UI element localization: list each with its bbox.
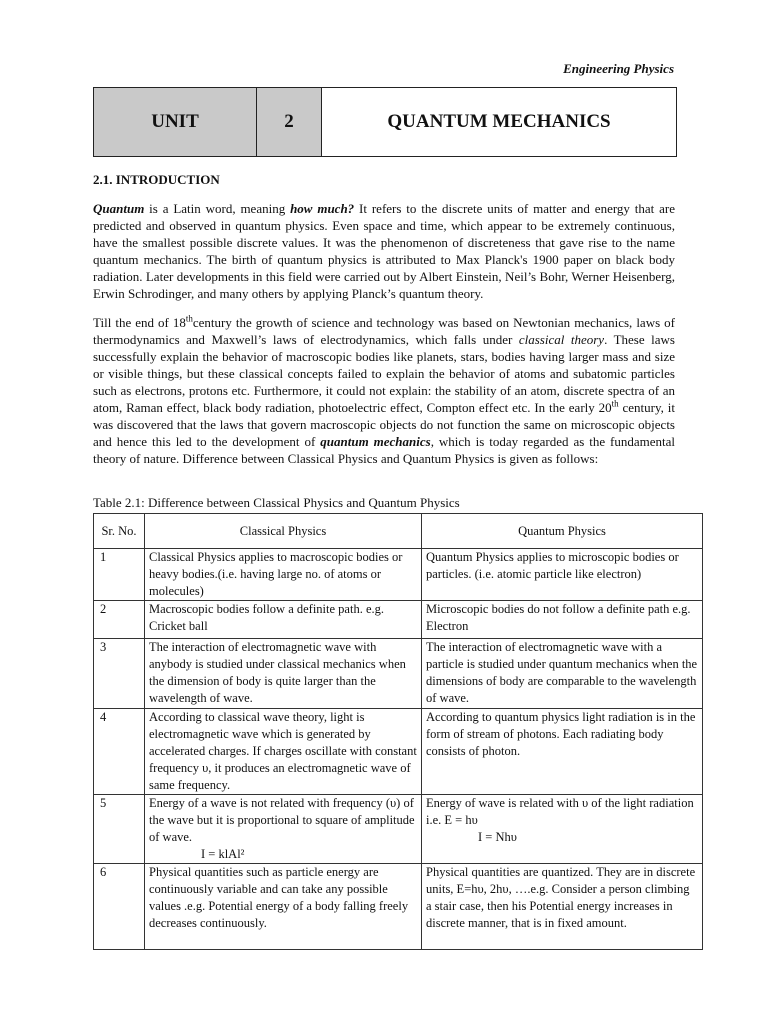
table-row — [94, 639, 703, 709]
superscript: th — [611, 398, 619, 409]
table-header-row — [94, 514, 703, 549]
cell-classical: Macroscopic bodies follow a definite path. e.g. Cricket ball — [145, 601, 422, 639]
term-quantum-mechanics: quantum mechanics — [320, 434, 431, 449]
table-row — [94, 864, 703, 950]
cell-classical: The interaction of electromagnetic wave with anybody is studied under classical mechanics when the dimension of body is quite larger than the wavelength of wave. — [145, 639, 422, 709]
table-caption: Table 2.1: Difference between Classical Physics and Quantum Physics — [93, 495, 460, 510]
paragraph-text: century, it was discovered that the laws that govern macroscopic objects do not function the same on microscopic objects and hence this led to the development of — [93, 400, 675, 449]
formula-photon-intensity: I = Nhυ — [478, 830, 517, 844]
paragraph-text: century the growth of science and technology was based on Newtonian mechanics, laws of thermodynamics and Maxwell’s laws of electrodynamics, which falls under — [93, 315, 675, 347]
running-header-title: Engineering Physics — [563, 61, 674, 76]
unit-label: UNIT — [94, 88, 257, 156]
unit-title-box — [93, 87, 677, 157]
term-quantum: Quantum — [93, 201, 145, 216]
intro-paragraph-2 — [93, 314, 675, 467]
comparison-table — [93, 513, 703, 950]
section-heading: 2.1. INTRODUCTION — [93, 172, 220, 187]
cell-sr: 5 — [94, 795, 145, 864]
header-sr-no: Sr. No. — [94, 514, 145, 549]
paragraph-text: It refers to the discrete units of matter and energy that are predicted and observed in quantum physics. Even space and time, which appear to be extremely continuous, have the smallest possible discrete values. It was the phenomenon of discreteness that gave rise to the name quantum mechanics. The birth of quantum physics is attributed to Max Planck's 1900 paper on black body radiation. Later developments in this field were carried out by Albert Einstein, Neil’s Bohr, Werner Heisenberg, Erwin Schrodinger, and many others by applying Planck’s quantum theory. — [93, 201, 676, 301]
table-row — [94, 601, 703, 639]
formula-intensity: I = klAl² — [201, 847, 245, 861]
cell-classical: Physical quantities such as particle energy are continuously variable and can take any possible values .e.g. Potential energy of a body falling freely decreases continuously. — [145, 864, 422, 950]
cell-sr: 2 — [94, 601, 145, 639]
cell-classical — [145, 795, 422, 864]
table-row — [94, 549, 703, 601]
cell-classical: Classical Physics applies to macroscopic bodies or heavy bodies.(i.e. having large no. of atoms or molecules) — [145, 549, 422, 601]
cell-classical-text: Energy of a wave is not related with frequency (υ) of the wave but it is proportional to square of amplitude of wave. — [149, 796, 415, 844]
unit-title: QUANTUM MECHANICS — [322, 88, 676, 156]
cell-quantum: Quantum Physics applies to microscopic bodies or particles. (i.e. atomic particle like electron) — [422, 549, 703, 601]
term-classical-theory: classical theory — [518, 332, 605, 347]
cell-quantum: Physical quantities are quantized. They are in discrete units, E=hυ, 2hυ, ….e.g. Consider a person climbing a stair case, then his Potential energy increases in discrete manner, that is in fixed amount. — [422, 864, 703, 950]
cell-classical: According to classical wave theory, light is electromagnetic wave which is generated by accelerated charges. If charges oscillate with constant frequency υ, it produces an electromagnetic wave of same frequency. — [145, 709, 422, 795]
table-row — [94, 709, 703, 795]
cell-sr: 4 — [94, 709, 145, 795]
cell-quantum: According to quantum physics light radiation is in the form of stream of photons. Each radiating body consists of photon. — [422, 709, 703, 795]
cell-quantum-text: Energy of wave is related with υ of the light radiation i.e. E = hυ — [426, 796, 694, 827]
superscript: th — [185, 313, 193, 324]
paragraph-text: is a Latin word, meaning — [144, 201, 291, 216]
unit-number: 2 — [257, 88, 322, 156]
cell-sr: 1 — [94, 549, 145, 601]
paragraph-text: . These laws successfully explain the behavior of macroscopic bodies like planets, stars, bodies having larger mass and size or visible things, but these classical concepts failed to explain the behavior of atoms and subatomic particles such as electrons, protons etc. Furthermore, it could not explain: the stability of an atom, discrete spectra of an atom, Raman effect, black body radiation, photoelectric effect, Compton effect etc. In the early 20 — [93, 332, 675, 415]
cell-sr: 6 — [94, 864, 145, 950]
term-how-much: how much? — [290, 201, 355, 216]
cell-quantum: Microscopic bodies do not follow a definite path e.g. Electron — [422, 601, 703, 639]
paragraph-text: Till the end of 18 — [93, 315, 186, 330]
table-row — [94, 795, 703, 864]
header-classical: Classical Physics — [145, 514, 422, 549]
header-quantum: Quantum Physics — [422, 514, 703, 549]
intro-paragraph-1 — [93, 200, 675, 302]
cell-quantum: The interaction of electromagnetic wave with a particle is studied under quantum mechanics when the dimensions of body are comparable to the wavelength of wave. — [422, 639, 703, 709]
cell-sr: 3 — [94, 639, 145, 709]
cell-quantum — [422, 795, 703, 864]
paragraph-text: , which is today regarded as the fundamental theory of nature. Difference between Classical Physics and Quantum Physics is given as follows: — [93, 434, 676, 466]
